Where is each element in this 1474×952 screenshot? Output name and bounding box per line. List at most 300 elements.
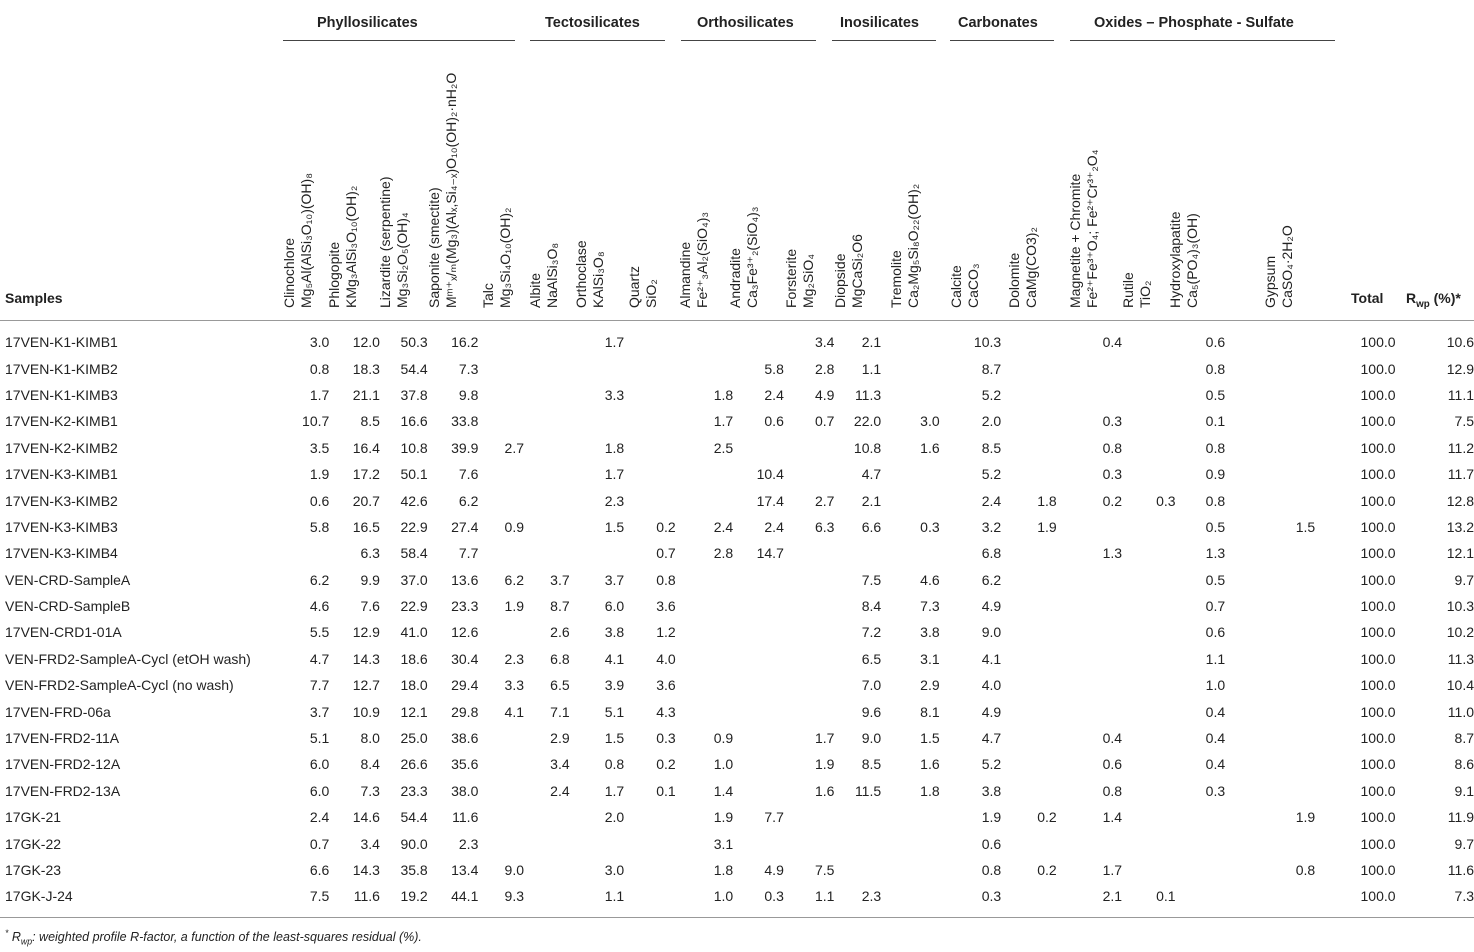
sample-name-cell: VEN-CRD-SampleB [5,598,131,615]
value-cell: 2.1 [861,334,882,351]
value-cell [733,619,784,645]
value-cell [478,461,524,487]
value-cell [1122,830,1176,856]
value-cell: 0.6 [1205,334,1226,351]
value-cell [1225,461,1315,487]
value-cell [1176,857,1226,883]
value-cell [570,408,625,434]
value-cell: 0.5 [1205,518,1226,535]
value-cell: 21.1 [352,386,380,403]
value-cell [1225,883,1315,909]
value-cell: 29.8 [451,703,479,720]
value-cell: 4.1 [604,650,625,667]
group-rule [283,40,515,41]
value-cell: 4.9 [981,703,1002,720]
value-cell: 7.5 [814,862,835,878]
value-cell [478,382,524,408]
value-cell: 3.6 [656,598,676,615]
value-cell [733,830,784,856]
value-cell [478,751,524,777]
value-cell: 0.2 [1037,862,1057,878]
value-cell: 1.9 [713,809,734,826]
value-cell [1122,461,1176,487]
value-cell: 0.8 [1205,360,1226,377]
value-cell: 2.3 [458,835,479,852]
value-cell: 7.6 [360,598,380,615]
value-cell: 5.1 [309,730,330,747]
value-cell: 0.8 [1205,439,1226,456]
value-cell [624,487,676,513]
value-cell: 0.7 [656,545,676,562]
value-cell [289,540,329,566]
value-cell [624,408,676,434]
value-cell: 0.7 [1205,598,1226,615]
value-cell: 0.8 [604,756,625,773]
value-cell [524,883,570,909]
sample-name-cell: VEN-FRD2-SampleA-Cycl (no wash) [5,677,234,694]
value-cell: 29.4 [451,677,479,694]
value-cell: 9.7 [1454,571,1474,588]
table-row [0,751,1474,777]
value-cell [784,646,835,672]
value-cell: 8.5 [360,413,380,430]
value-cell [1057,567,1122,593]
value-cell: 1.8 [920,782,940,799]
value-cell [733,593,784,619]
value-cell [1001,540,1057,566]
value-cell: 8.7 [1454,730,1474,747]
value-cell: 3.1 [920,650,940,667]
value-cell: 7.5 [1454,413,1474,430]
value-cell [524,461,570,487]
value-cell [1225,540,1315,566]
value-cell: 8.5 [981,439,1002,456]
value-cell: 3.8 [604,624,625,641]
value-cell: 12.6 [451,624,479,641]
value-cell: 0.4 [1102,730,1123,747]
value-cell [784,593,835,619]
value-cell: 0.8 [981,862,1002,878]
value-cell: 8.5 [861,756,882,773]
value-cell: 1.5 [604,730,625,747]
value-cell [1001,329,1057,355]
value-cell: 1.4 [713,782,734,799]
value-cell [784,435,835,461]
table-row [0,778,1474,804]
value-cell: 6.3 [814,518,835,535]
value-cell: 6.2 [981,571,1002,588]
value-cell: 6.0 [604,598,625,615]
value-cell: 2.4 [713,518,734,535]
value-cell [1176,883,1226,909]
table-row [0,514,1474,540]
value-cell: 100.0 [1360,624,1396,641]
value-cell: 19.2 [400,888,428,905]
value-cell [881,461,939,487]
value-cell: 2.7 [504,439,524,456]
value-cell [1001,355,1057,381]
value-cell: 1.6 [920,439,940,456]
value-cell: 9.0 [504,862,524,878]
value-cell: 6.0 [309,756,330,773]
value-cell: 11.9 [1447,809,1474,826]
value-cell [1225,778,1315,804]
value-cell: 23.3 [400,782,428,799]
value-cell [881,382,939,408]
value-cell [1122,646,1176,672]
value-cell: 8.7 [981,360,1002,377]
value-cell: 2.0 [604,809,625,826]
value-cell: 1.3 [1205,545,1226,562]
value-cell [1057,593,1122,619]
value-cell: 30.4 [451,650,479,667]
value-cell [1122,567,1176,593]
value-cell: 0.3 [1156,492,1176,509]
value-cell: 44.1 [451,888,479,905]
value-cell: 0.7 [309,835,330,852]
value-cell [834,540,881,566]
value-cell: 38.6 [451,730,479,747]
value-cell: 100.0 [1360,677,1396,694]
value-cell: 3.3 [604,386,625,403]
value-cell: 1.7 [604,782,625,799]
data-table [0,329,1474,910]
value-cell: 1.8 [604,439,625,456]
value-cell: 1.5 [920,730,940,747]
value-cell [881,355,939,381]
value-cell: 54.4 [400,809,428,826]
value-cell: 1.9 [1295,809,1316,826]
value-cell: 3.7 [309,703,330,720]
value-cell: 0.4 [1205,730,1226,747]
value-cell: 0.8 [1102,782,1123,799]
value-cell [1001,778,1057,804]
value-cell [733,435,784,461]
value-cell [1001,672,1057,698]
value-cell: 0.3 [764,888,784,905]
value-cell: 11.6 [353,888,380,905]
value-cell [1225,435,1315,461]
value-cell: 41.0 [400,624,428,641]
group-rule [530,40,665,41]
value-cell: 10.3 [973,334,1002,351]
value-cell [1001,408,1057,434]
value-cell [676,619,733,645]
sample-name-cell: 17GK-J-24 [5,888,73,905]
value-cell: 0.2 [656,756,676,773]
value-cell: 1.1 [604,888,625,905]
value-cell [1122,672,1176,698]
group-rule [1070,40,1335,41]
value-cell: 100.0 [1360,756,1396,773]
value-cell [478,540,524,566]
value-cell [733,646,784,672]
value-cell [624,883,676,909]
sample-name-cell: VEN-CRD-SampleA [5,571,131,588]
sample-name-cell: 17VEN-K1-KIMB3 [5,386,118,403]
value-cell [1001,619,1057,645]
value-cell: 9.0 [981,624,1002,641]
value-cell: 6.3 [360,545,380,562]
value-cell [881,857,939,883]
value-cell [1057,646,1122,672]
value-cell: 2.4 [981,492,1002,509]
value-cell: 6.5 [861,650,882,667]
value-cell: 1.7 [814,730,835,747]
value-cell: 9.8 [458,386,479,403]
value-cell: 2.1 [1102,888,1123,905]
value-cell: 0.6 [1205,624,1226,641]
value-cell: 4.9 [981,598,1002,615]
value-cell [733,778,784,804]
value-cell: 1.8 [713,386,734,403]
value-cell: 6.2 [504,571,524,588]
value-cell: 50.1 [400,466,428,483]
value-cell: 0.3 [920,518,940,535]
table-row [0,593,1474,619]
value-cell [676,646,733,672]
value-cell: 11.1 [1447,386,1474,403]
value-cell: 16.4 [352,439,380,456]
value-cell: 0.1 [656,782,676,799]
value-cell [676,355,733,381]
value-cell: 11.6 [1447,862,1474,878]
value-cell: 13.2 [1446,518,1474,535]
value-cell [1001,382,1057,408]
value-cell: 3.7 [604,571,625,588]
value-cell: 2.6 [550,624,570,641]
value-cell: 11.5 [854,782,882,799]
value-cell: 7.5 [861,571,882,588]
value-cell: 22.9 [400,518,428,535]
value-cell: 0.3 [1205,782,1226,799]
value-cell [524,804,570,830]
value-cell [676,487,733,513]
value-cell [1176,804,1226,830]
value-cell [1122,857,1176,883]
value-cell: 7.7 [458,545,479,562]
value-cell [624,355,676,381]
value-cell: 2.4 [764,386,784,403]
value-cell: 42.6 [400,492,428,509]
sample-name-cell: 17VEN-CRD1-01A [5,624,122,641]
value-cell [1122,540,1176,566]
value-cell [676,672,733,698]
group-carbonates: Carbonates [958,15,1038,31]
value-cell [624,830,676,856]
value-cell: 2.7 [814,492,835,509]
value-cell: 0.3 [1102,413,1123,430]
value-cell: 35.8 [400,862,428,878]
value-cell: 50.3 [400,334,428,351]
value-cell [1122,355,1176,381]
value-cell [1225,751,1315,777]
value-cell [524,382,570,408]
value-cell [1225,593,1315,619]
value-cell: 8.1 [920,703,940,720]
value-cell: 1.1 [861,360,882,377]
table-row [0,435,1474,461]
value-cell [1122,593,1176,619]
value-cell [478,725,524,751]
value-cell: 100.0 [1360,835,1396,852]
value-cell: 3.8 [981,782,1002,799]
value-cell [1225,725,1315,751]
sample-name-cell: 17VEN-K2-KIMB1 [5,413,118,430]
value-cell: 10.3 [1446,598,1474,615]
sample-name-cell: 17VEN-K1-KIMB2 [5,360,118,377]
value-cell: 10.8 [853,439,882,456]
value-cell [1001,435,1057,461]
value-cell [784,567,835,593]
value-cell [524,435,570,461]
value-cell: 100.0 [1360,598,1396,615]
value-cell [624,461,676,487]
value-cell: 37.0 [400,571,428,588]
value-cell: 1.0 [1205,677,1226,694]
value-cell [624,382,676,408]
value-cell [784,461,835,487]
value-cell: 4.0 [656,650,676,667]
value-cell: 7.3 [458,360,479,377]
value-cell: 1.5 [604,518,625,535]
value-cell: 7.2 [861,624,882,641]
value-cell [733,329,784,355]
value-cell: 100.0 [1360,334,1396,351]
value-cell [1057,830,1122,856]
group-rule [681,40,816,41]
value-cell: 1.0 [713,756,734,773]
value-cell: 3.7 [550,571,570,588]
sample-name-cell: 17VEN-FRD2-11A [5,730,120,747]
value-cell: 3.4 [550,756,570,773]
value-cell: 0.4 [1102,334,1123,351]
value-cell: 2.3 [861,888,882,905]
value-cell: 2.0 [981,413,1002,430]
value-cell [1225,698,1315,724]
value-cell [1001,883,1057,909]
table-row [0,567,1474,593]
value-cell: 1.9 [504,598,524,615]
value-cell: 0.4 [1205,756,1226,773]
table-row [0,461,1474,487]
value-cell [624,435,676,461]
value-cell: 100.0 [1360,439,1396,456]
value-cell: 38.0 [451,782,479,799]
value-cell: 18.0 [400,677,428,694]
value-cell [1122,619,1176,645]
value-cell: 5.5 [309,624,330,641]
value-cell: 5.1 [604,703,625,720]
value-cell: 4.7 [981,730,1002,747]
value-cell [1225,646,1315,672]
value-cell [624,329,676,355]
value-cell [784,540,835,566]
value-cell [524,857,570,883]
table-row [0,329,1474,355]
value-cell: 8.4 [360,756,380,773]
bottom-rule [0,917,1474,918]
sample-name-cell: 17GK-21 [5,809,62,826]
value-cell: 10.6 [1446,334,1474,351]
value-cell: 0.5 [1205,571,1226,588]
value-cell [676,567,733,593]
group-inosilicates: Inosilicates [840,15,919,31]
value-cell: 16.6 [400,413,428,430]
value-cell: 5.2 [981,756,1002,773]
value-cell: 13.6 [451,571,479,588]
value-cell: 1.1 [1205,650,1226,667]
header-rule [0,320,1474,321]
value-cell: 0.8 [656,571,676,588]
table-row [0,646,1474,672]
value-cell: 1.0 [713,888,734,905]
value-cell: 2.8 [713,545,734,562]
value-cell: 100.0 [1360,466,1396,483]
value-cell [524,514,570,540]
value-cell: 0.1 [1156,888,1176,905]
value-cell: 27.4 [451,518,479,535]
value-cell: 4.9 [764,862,784,878]
value-cell [1001,830,1057,856]
value-cell: 1.6 [920,756,940,773]
value-cell [1225,355,1315,381]
value-cell: 100.0 [1360,545,1396,562]
value-cell [1225,408,1315,434]
sample-name-cell: 17VEN-K2-KIMB2 [5,439,118,456]
value-cell [1122,408,1176,434]
sample-name-cell: 17VEN-K3-KIMB4 [5,545,118,562]
value-cell: 3.4 [814,334,835,351]
value-cell: 8.6 [1454,756,1474,773]
value-cell [733,698,784,724]
value-cell [570,355,625,381]
value-cell: 10.4 [1446,677,1474,694]
value-cell [1001,461,1057,487]
value-cell: 12.1 [1446,545,1474,562]
value-cell: 10.8 [400,439,428,456]
value-cell [1122,698,1176,724]
value-cell [1225,830,1315,856]
table-row [0,672,1474,698]
value-cell: 14.6 [352,809,380,826]
value-cell [1001,751,1057,777]
value-cell: 2.3 [504,650,524,667]
value-cell: 8.0 [360,730,380,747]
value-cell: 39.9 [451,439,479,456]
value-cell: 9.0 [861,730,882,747]
value-cell: 7.3 [360,782,380,799]
value-cell: 3.0 [920,413,940,430]
value-cell: 1.9 [814,756,835,773]
value-cell: 6.6 [309,862,330,878]
value-cell: 0.2 [656,518,676,535]
value-cell [478,830,524,856]
value-cell: 1.9 [309,466,330,483]
value-cell: 1.5 [1295,518,1316,535]
value-cell: 0.6 [1102,756,1123,773]
value-cell: 6.6 [861,518,882,535]
value-cell [1225,487,1315,513]
value-cell: 5.2 [981,466,1002,483]
value-cell: 0.5 [1205,386,1226,403]
sample-name-cell: 17VEN-K1-KIMB1 [5,334,118,351]
value-cell: 4.3 [656,703,676,720]
value-cell: 20.7 [352,492,380,509]
value-cell [1001,646,1057,672]
value-cell: 2.9 [550,730,570,747]
value-cell [524,408,570,434]
